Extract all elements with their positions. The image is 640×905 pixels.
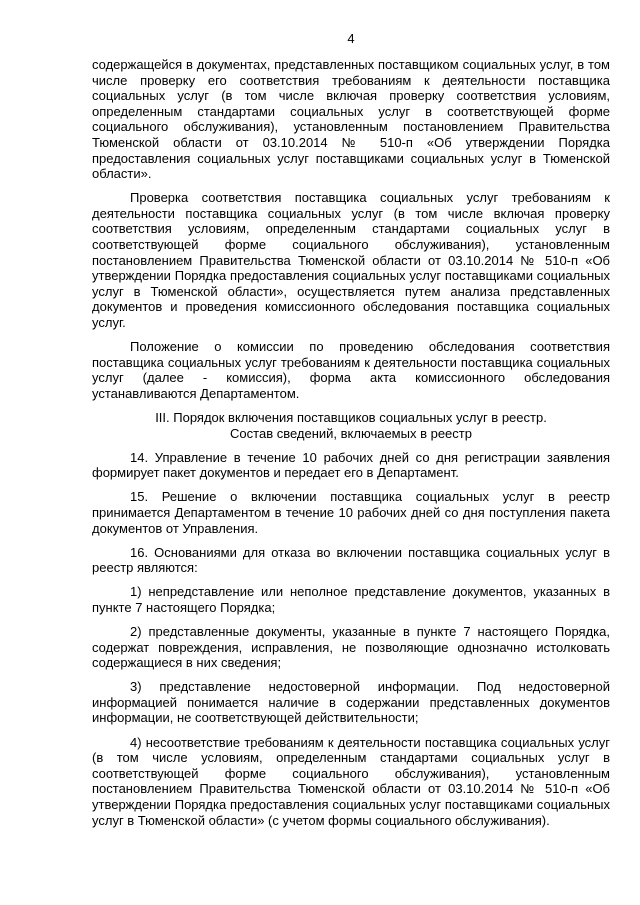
paragraph-continuation: содержащейся в документах, представленных поставщиком социальных услуг, в том числе проверку его соответствия требованиям к деятельности поставщика социальных услуг (в том числе включая проверку соответствия условиям, определенным стандартами социальных услуг в соответствующей форме социального обслуживания), установленным постановлением Правительства Тюменской области от 03.10.2014 № 510-п «Об утверждении Порядка предоставления социальных услуг поставщиками социальных услуг в Тюменской области». <box>92 57 610 182</box>
clause-16-item-1: 1) непредставление или неполное представление документов, указанных в пункте 7 настоящего Порядка; <box>92 584 610 615</box>
clause-16-item-4: 4) несоответствие требованиям к деятельности поставщика социальных услуг (в том числе условиям, определенным стандартами социальных услуг в соответствующей форме социального обслуживания), установленным постановлением Правительства Тюменской области от 03.10.2014 № 510-п «Об утверждении Порядка предоставления социальных услуг поставщиками социальных услуг в Тюменской области» (с учетом формы социального обслуживания). <box>92 734 610 828</box>
paragraph-verification: Проверка соответствия поставщика социальных услуг требованиям к деятельности поставщика социальных услуг (в том числе включая проверку соответствия условиям, определенным стандартами социальных услуг в соответствующей форме социального обслуживания), установленным постановлением Правительства Тюменской области от 03.10.2014 № 510-п «Об утверждении Порядка предоставления социальных услуг поставщиками социальных услуг в Тюменской области», осуществляется путем анализа представленных документов и проведения комиссионного обследования поставщика социальных услуг. <box>92 190 610 330</box>
clause-14: 14. Управление в течение 10 рабочих дней со дня регистрации заявления формирует пакет документов и передает его в Департамент. <box>92 449 610 481</box>
section-heading-line-1: III. Порядок включения поставщиков социальных услуг в реестр. <box>155 409 547 425</box>
section-heading-line-2: Состав сведений, включаемых в реестр <box>230 425 472 441</box>
document-page <box>92 31 610 837</box>
clause-15: 15. Решение о включении поставщика социальных услуг в реестр принимается Департаментом в течение 10 рабочих дней со дня поступления пакета документов от Управления. <box>92 489 610 536</box>
paragraph-commission: Положение о комиссии по проведению обследования соответствия поставщика социальных услуг требованиям к деятельности поставщика социальных услуг (далее - комиссия), форма акта комиссионного обследования устанавливаются Департаментом. <box>92 339 610 401</box>
clause-16: 16. Основаниями для отказа во включении поставщика социальных услуг в реестр являются: <box>92 544 610 576</box>
section-heading <box>92 410 610 441</box>
page-number: 4 <box>347 31 355 46</box>
clause-16-item-2: 2) представленные документы, указанные в пункте 7 настоящего Порядка, содержат повреждения, исправления, не позволяющие однозначно истолковать содержащиеся в них сведения; <box>92 624 610 671</box>
clause-16-item-3: 3) представление недостоверной информации. Под недостоверной информацией понимается наличие в содержании представленных документов информации, не соответствующей действительности; <box>92 679 610 726</box>
